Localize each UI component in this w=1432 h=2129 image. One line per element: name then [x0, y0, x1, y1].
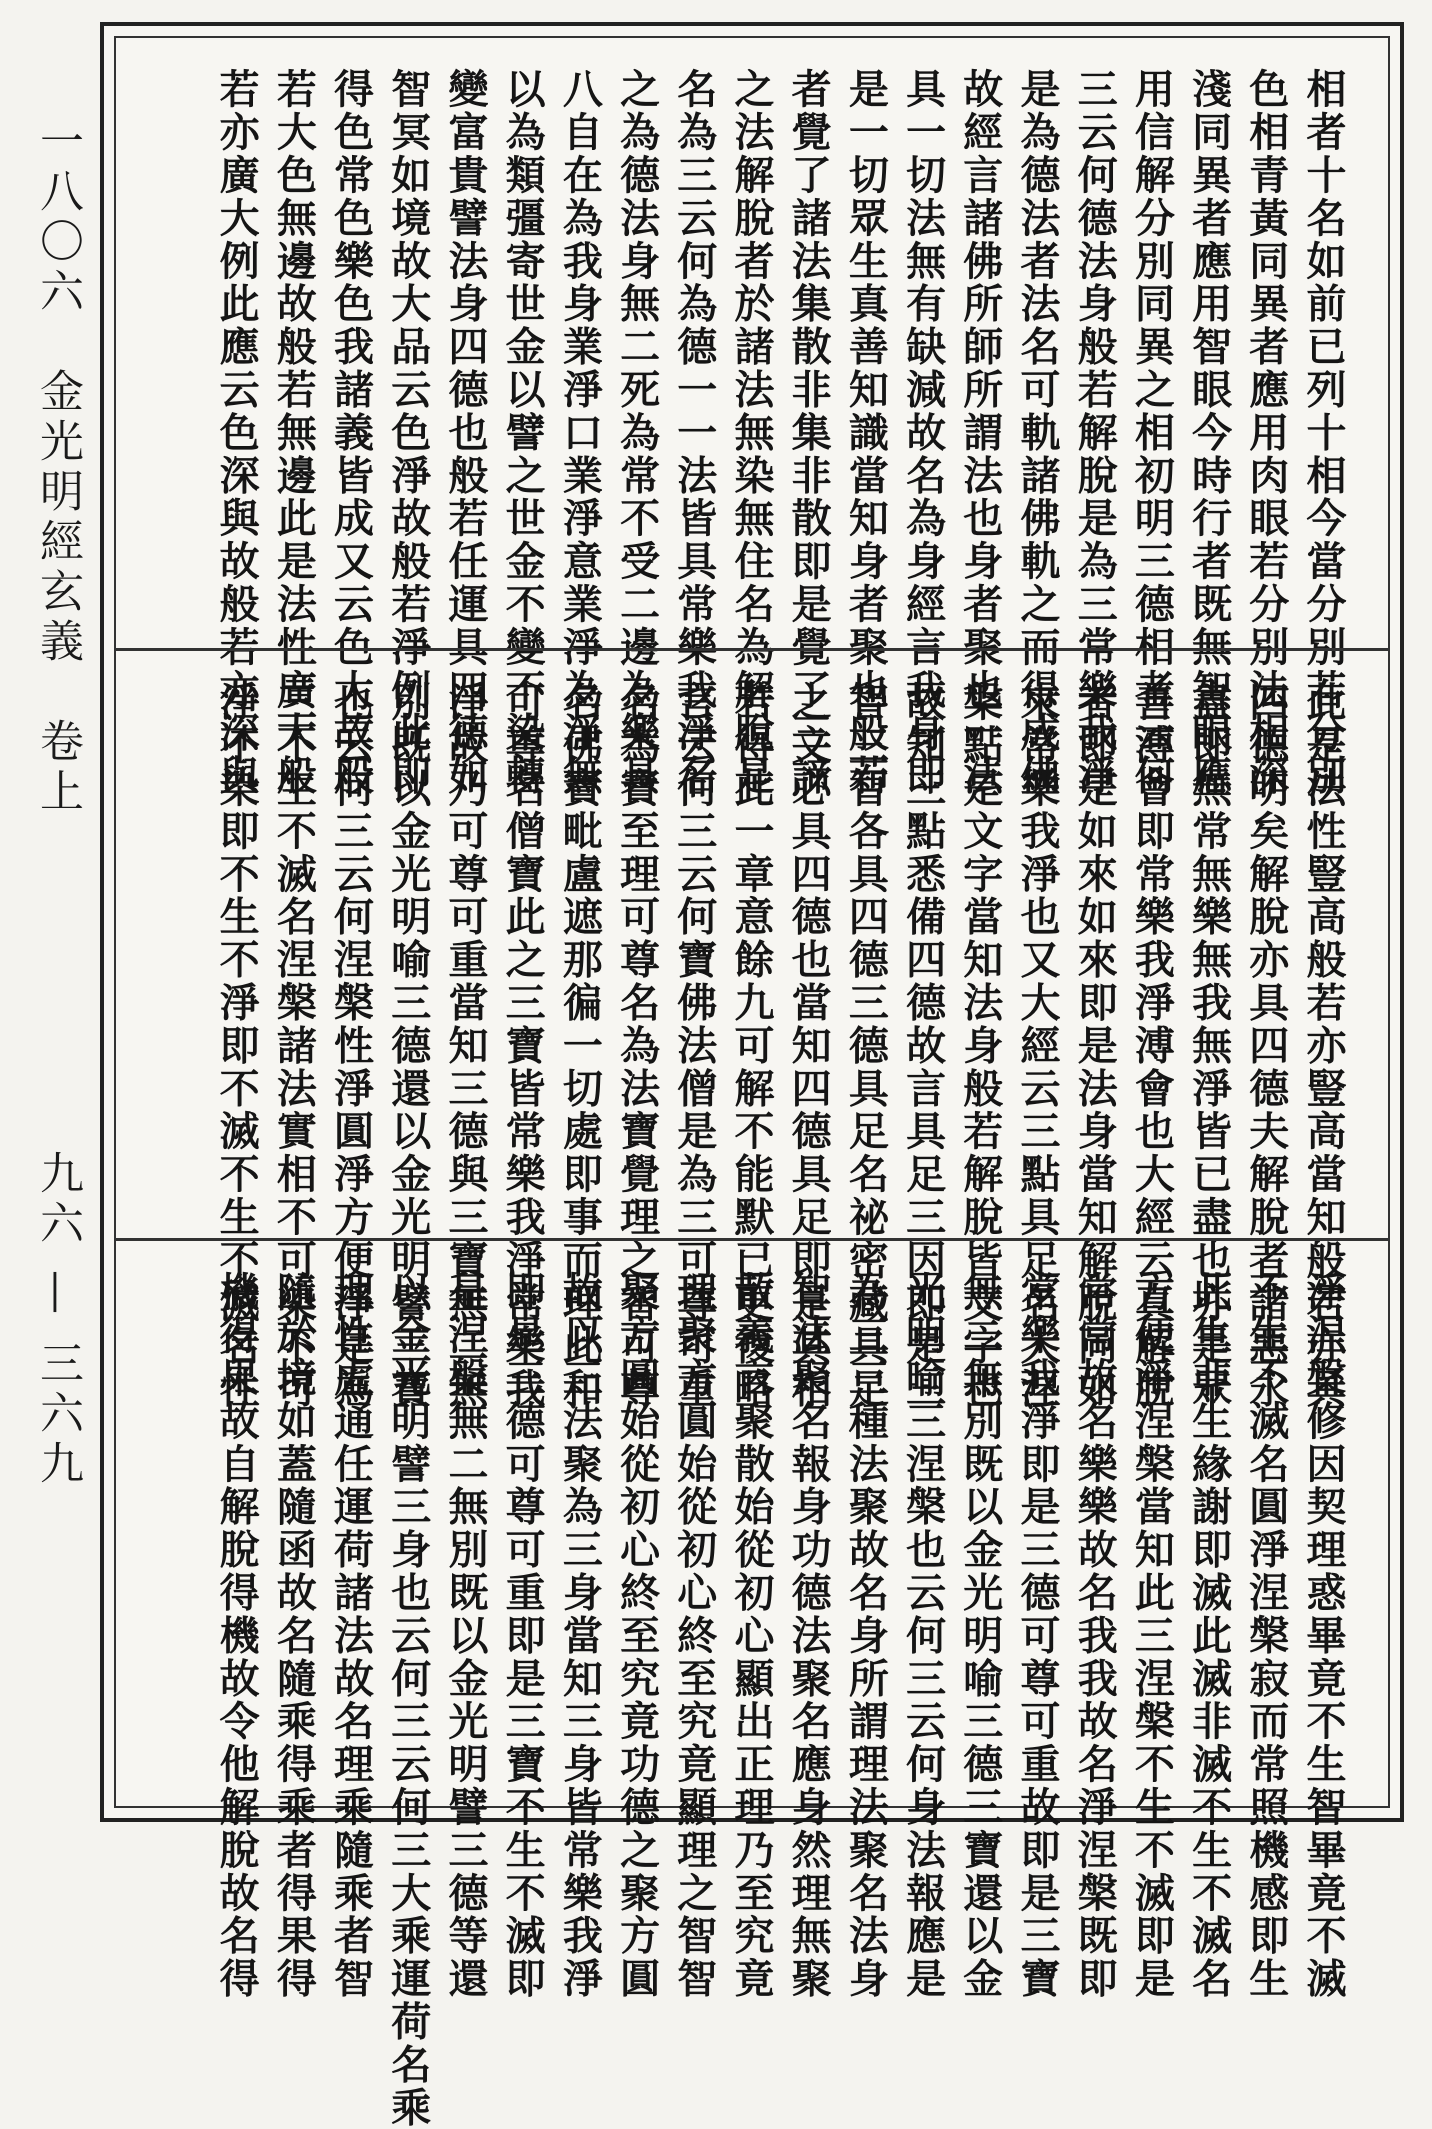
- inner-border: [114, 36, 1390, 2129]
- panel-text: 相者十名如前已列十相今當分別若分別 色相青黃同異者應用肉眼若分別法相深 淺同異者應用智眼今時行者既無智眼應 用信解分別同異之相初明三德相者云何 三云何德法身般若解脫是為三常樂我淨 是為德法者法名可軌諸佛軌之而得成佛 故經言諸佛所師所謂法也身者聚也一法 具一切法無有缺減故名為身經言我身即 是一切眾生真善知識當知身者聚也般若 者覺了諸法集散非集非散即是覺了三諦 之法解脫者於諸法無染無住名為解脫是 名為三云何為德一一法皆具常樂我淨名 之為德法身無二死為常不受二邊為樂具 八自在為我身業淨口業淨意業淨為淨無 以為類彊寄世金以譬之世金不變不染轉 變富貴譬法身四德也般若任運具四德如 智冥如境故大品云色淨故般若淨例此即 得色常色樂色我諸義皆成又云色大故般 若大色無邊故般若無邊此是法性廣大般 若亦廣大例此應云色深與故般若亦深與: [213, 68, 1347, 798]
- text-panel-bottom: [116, 1238, 1388, 2129]
- panel-text: 淨涅槃修因契理惑畢竟不生智畢竟不滅 不生不滅名圓淨涅槃寂而常照機感即生 此生非生緣謝即滅此滅非滅不生不滅名 方便淨涅槃當知此三涅槃不生不滅即是 常常故名樂樂故名我我故名淨涅槃既即 常樂我淨即是三德可尊可重故即是三寶 無二無別既以金光明喻三德三寶還以金 光明喻三涅槃也云何三云何身法報應是 為三三種法聚故名身所謂理法聚名法身 智法聚名報身功德法聚名應身然理無聚 散義言聚散始從初心顯出正理乃至究竟 理聚方圓始從初心終至究竟顯理之智智 聚方圓始從初心終至究竟功德之聚方圓 故以三法聚為三身當知三身皆常樂我淨 即是三德可尊可重即是三寶不生不滅即 是涅槃無二無別既以金光明譬三德等還 以金光明譬三身也云何三云何三大乘運荷名乘 理性虛通任運荷諸法故名理乘隨乘者智 隨於境如蓋隨函故名隨乘得乘者得果得 機得果故自解脫得機故令他解脫故名得: [213, 1271, 1347, 2129]
- margin-title: 一八〇六 金光明經玄義 卷上: [32, 118, 83, 818]
- text-panel-middle: [116, 648, 1388, 1411]
- panel-text: 此是法性豎高般若亦豎高當知般若亦具 四德明矣解脫亦具四德夫解脫者諸惡永 盡即無常無樂無我無淨皆已盡也亦是眾 善溥會即常樂我淨溥會也大經云真解脫 者即是如來如來即是法身當知解脫同如 來常樂我淨也又大經云三點具足名大涅 槃點是文字當知法身般若解脫皆文字也 故知三點悉備四德故言具足三因即是三 智三智各具四德三德具足名祕密藏具足 之文必具四德也當知四德具足即是其相 若得此一章意餘九可解不能默已更復略 言云何三云何寶佛法僧是為三可尊可重 名為寶至理可尊名為法寶覺理之智可尊 名佛寶毗盧遮那徧一切處即事而理此和 可尊名僧寶此之三寶皆常樂我淨常樂我 淨故乃可尊可重當知三德與三寶無二無 別既以金光明喻三德還以金光明譬三寶 也云何三云何涅槃性淨圓淨方便淨是為 三不生不滅名涅槃諸法實相不可染不可 淨不染即不生不淨即不滅不生不滅名性: [213, 681, 1347, 1411]
- margin-folio-number: 九六 — 三六九: [32, 1150, 83, 1490]
- text-panel-top: [116, 38, 1388, 798]
- page-frame: [100, 22, 1404, 2129]
